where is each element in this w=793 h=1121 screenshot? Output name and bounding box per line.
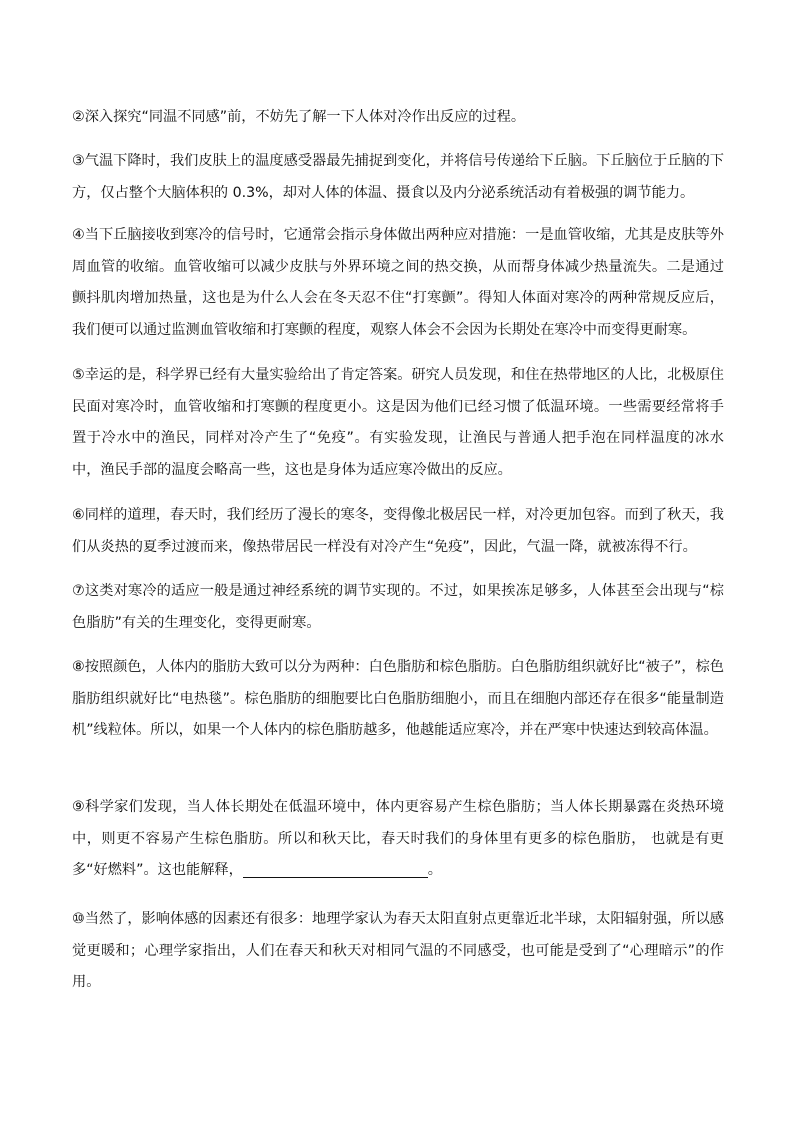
paragraph-4-text: ④当下丘脑接收到寒冷的信号时，它通常会指示身体做出两种应对措施：一是血管收缩，尤其是皮肤等外周血管的收缩。血管收缩可以减少皮肤与外界环境之间的热交换，从而帮身体减少热量流失。二是通过颤抖肌肉增加热量，这也是为什么人会在冬天忍不住“打寒颤”。得知人体面对寒冷的两种常规反应后，我们便可以通过监测血管收缩和打寒颤的程度，观察人体会不会因为长期处在寒冷中而变得更耐寒。 bbox=[72, 227, 724, 338]
paragraph-9 bbox=[72, 792, 724, 887]
paragraph-3 bbox=[72, 146, 724, 209]
paragraph-2-text: ②深入探究“同温不同感”前，不妨先了解一下人体对冷作出反应的过程。 bbox=[72, 109, 526, 125]
paragraph-2 bbox=[72, 102, 724, 134]
paragraph-9-text-after: 。 bbox=[427, 862, 442, 878]
paragraph-10-text: ⑩当然了，影响体感的因素还有很多：地理学家认为春天太阳直射点更靠近北半球，太阳辐射强，所以感觉更暖和；心理学家指出，人们在春天和秋天对相同气温的不同感受，也可能是受到了“心理暗示”的作用。 bbox=[72, 911, 724, 990]
paragraph-8-text: ⑧按照颜色，人体内的脂肪大致可以分为两种：白色脂肪和棕色脂肪。白色脂肪组织就好比“被子”，棕色脂肪组织就好比“电热毯”。棕色脂肪的细胞要比白色脂肪细胞小，而且在细胞内部还存在很多“能量制造机”线粒体。所以，如果一个人体内的棕色脂肪越多，他越能适应寒冷，并在严寒中快速达到较高体温。 bbox=[72, 659, 724, 738]
paragraph-8 bbox=[72, 652, 724, 747]
paragraph-3-text: ③气温下降时，我们皮肤上的温度感受器最先捕捉到变化，并将信号传递给下丘脑。下丘脑位于丘脑的下方，仅占整个大脑体积的 0.3%，却对人体的体温、摄食以及内分泌系统活动有着极强的调节能力。 bbox=[72, 153, 724, 201]
paragraph-4 bbox=[72, 220, 724, 346]
paragraph-7-text: ⑦这类对寒冷的适应一般是通过神经系统的调节实现的。不过，如果挨冻足够多，人体甚至会出现与“棕色脂肪”有关的生理变化，变得更耐寒。 bbox=[72, 583, 724, 631]
paragraph-6-text: ⑥同样的道理，春天时，我们经历了漫长的寒冬，变得像北极居民一样，对冷更加包容。而到了秋天，我们从炎热的夏季过渡而来，像热带居民一样没有对冷产生“免疫”，因此，气温一降，就被冻得不行。 bbox=[72, 507, 724, 555]
paragraph-10 bbox=[72, 904, 724, 999]
paragraph-5-text: ⑤幸运的是，科学界已经有大量实验给出了肯定答案。研究人员发现，和住在热带地区的人比，北极原住民面对寒冷时，血管收缩和打寒颤的程度更小。这是因为他们已经习惯了低温环境。一些需要经常将手置于冷水中的渔民，同样对冷产生了“免疫”。有实验发现，让渔民与普通人把手泡在同样温度的冰水中，渔民手部的温度会略高一些，这也是身体为适应寒冷做出的反应。 bbox=[72, 367, 724, 478]
paragraph-9-text-before: ⑨科学家们发现，当人体长期处在低温环境中，体内更容易产生棕色脂肪；当人体长期暴露在炎热环境中，则更不容易产生棕色脂肪。所以和秋天比，春天时我们的身体里有更多的棕色脂肪， 也就是有更多“好燃料”。这也能解释， bbox=[72, 799, 724, 878]
paragraph-5 bbox=[72, 360, 724, 486]
paragraph-7 bbox=[72, 576, 724, 639]
paragraph-6 bbox=[72, 500, 724, 563]
answer-blank[interactable] bbox=[243, 859, 428, 878]
